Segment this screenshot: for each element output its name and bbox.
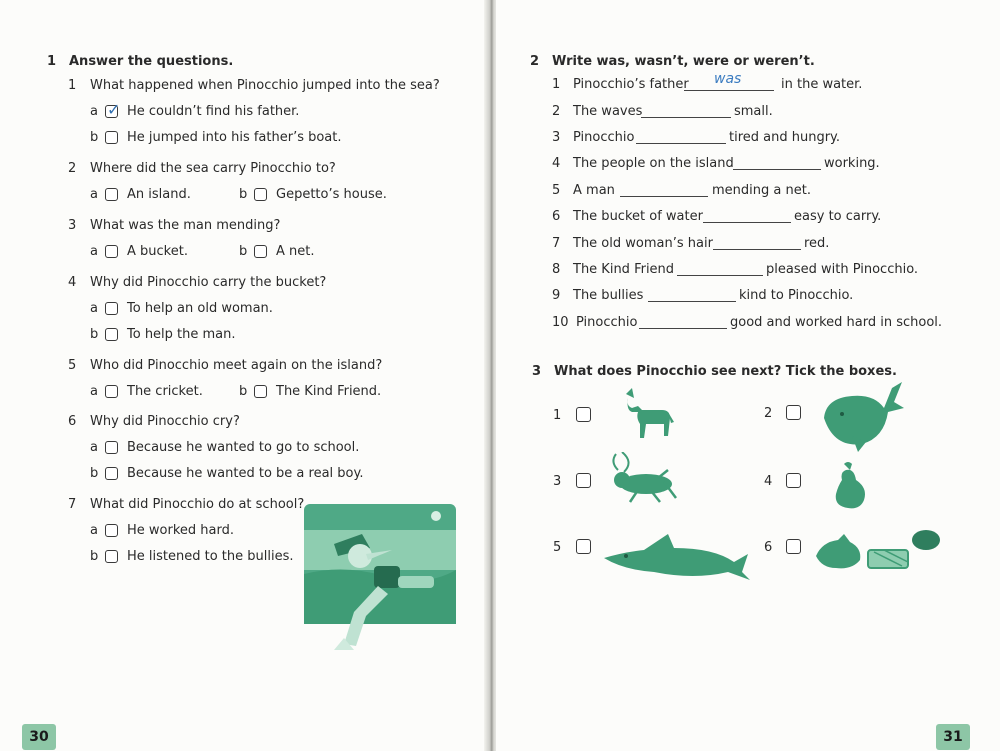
option-letter: a <box>90 440 98 455</box>
answer-blank[interactable] <box>677 275 763 276</box>
item-text-after: working. <box>824 156 880 171</box>
item-number: 4 <box>552 156 561 171</box>
question-number: 3 <box>68 218 77 233</box>
dolphin-icon <box>604 530 750 582</box>
item-text-after: kind to Pinocchio. <box>739 288 854 303</box>
option-text: He listened to the bullies. <box>127 549 294 564</box>
picture-item-number: 5 <box>553 540 562 555</box>
question-number: 4 <box>68 275 77 290</box>
question-number: 6 <box>68 414 77 429</box>
picture-item-number: 1 <box>553 408 562 423</box>
picture-checkbox[interactable] <box>786 405 801 420</box>
picture-checkbox[interactable] <box>576 407 591 422</box>
section-2-title: Write was, wasn’t, were or weren’t. <box>552 54 815 69</box>
item-text-before: The Kind Friend <box>573 262 675 277</box>
section-1-number: 1 <box>47 54 57 69</box>
pinocchio-illustration <box>304 504 456 652</box>
answer-checkbox[interactable] <box>254 188 267 201</box>
answer-checkbox[interactable] <box>105 385 118 398</box>
option-text: Gepetto’s house. <box>276 187 387 202</box>
answer-checkbox[interactable] <box>105 131 118 144</box>
picture-item-number: 3 <box>553 474 562 489</box>
option-letter: b <box>239 187 248 202</box>
option-text: To help the man. <box>127 327 236 342</box>
option-letter: b <box>239 244 248 259</box>
item-text-after: red. <box>804 236 830 251</box>
question-text: What did Pinocchio do at school? <box>90 497 305 512</box>
item-text-before: Pinocchio <box>576 315 638 330</box>
answer-checkbox[interactable] <box>105 245 118 258</box>
page-number-31: 31 <box>936 724 970 750</box>
answer-checkbox[interactable] <box>105 188 118 201</box>
option-letter: a <box>90 104 98 119</box>
option-letter: a <box>90 244 98 259</box>
pear-icon <box>830 462 870 510</box>
option-letter: a <box>90 384 98 399</box>
question-text: What happened when Pinocchio jumped into the sea? <box>90 78 440 93</box>
left-page <box>0 0 492 751</box>
question-text: Why did Pinocchio carry the bucket? <box>90 275 327 290</box>
answer-checkbox[interactable] <box>105 550 118 563</box>
answer-blank[interactable] <box>636 143 726 144</box>
option-text: The Kind Friend. <box>276 384 382 399</box>
page-number-30: 30 <box>22 724 56 750</box>
answer-blank[interactable] <box>648 301 736 302</box>
answer-checkbox[interactable] <box>105 524 118 537</box>
item-number: 6 <box>552 209 561 224</box>
item-text-before: The old woman’s hair <box>573 236 713 251</box>
option-letter: a <box>90 523 98 538</box>
option-text: A bucket. <box>127 244 188 259</box>
item-number: 7 <box>552 236 561 251</box>
option-letter: b <box>239 384 248 399</box>
answer-blank[interactable] <box>639 328 727 329</box>
item-number: 3 <box>552 130 561 145</box>
answer-checkbox[interactable] <box>105 302 118 315</box>
check-mark-icon: ✓ <box>107 100 121 119</box>
item-number: 5 <box>552 183 561 198</box>
answer-blank[interactable] <box>641 117 731 118</box>
question-text: Why did Pinocchio cry? <box>90 414 240 429</box>
item-text-before: A man <box>573 183 615 198</box>
cricket-icon <box>608 452 678 504</box>
question-text: Who did Pinocchio meet again on the island? <box>90 358 383 373</box>
question-text: Where did the sea carry Pinocchio to? <box>90 161 336 176</box>
section-2-number: 2 <box>530 54 540 69</box>
item-number: 8 <box>552 262 561 277</box>
option-text: He couldn’t find his father. <box>127 104 300 119</box>
item-text-after: good and worked hard in school. <box>730 315 943 330</box>
item-text-after: small. <box>734 104 773 119</box>
question-number: 5 <box>68 358 77 373</box>
answer-blank[interactable] <box>713 249 801 250</box>
option-text: He worked hard. <box>127 523 234 538</box>
option-letter: b <box>90 549 99 564</box>
item-number: 2 <box>552 104 561 119</box>
item-text-after: mending a net. <box>712 183 811 198</box>
item-text-before: The bullies <box>573 288 644 303</box>
item-text-after: easy to carry. <box>794 209 882 224</box>
section-3-number: 3 <box>532 364 542 379</box>
option-letter: b <box>90 327 99 342</box>
option-text: A net. <box>276 244 315 259</box>
answer-blank[interactable] <box>703 222 791 223</box>
question-number: 1 <box>68 78 77 93</box>
option-text: Because he wanted to go to school. <box>127 440 360 455</box>
right-page <box>496 0 1000 751</box>
handwritten-answer: was <box>714 71 742 87</box>
answer-checkbox[interactable] <box>105 441 118 454</box>
answer-checkbox[interactable] <box>105 328 118 341</box>
item-text-before: The waves <box>573 104 643 119</box>
option-text: He jumped into his father’s boat. <box>127 130 342 145</box>
question-text: What was the man mending? <box>90 218 281 233</box>
option-text: To help an old woman. <box>127 301 273 316</box>
answer-blank[interactable] <box>684 90 774 91</box>
whale-icon <box>822 378 904 452</box>
option-letter: a <box>90 301 98 316</box>
answer-checkbox[interactable] <box>105 467 118 480</box>
answer-blank[interactable] <box>620 196 708 197</box>
item-text-before: The bucket of water <box>573 209 703 224</box>
food-items-icon <box>814 526 950 580</box>
picture-item-number: 6 <box>764 540 773 555</box>
option-text: An island. <box>127 187 191 202</box>
option-letter: b <box>90 466 99 481</box>
item-number: 1 <box>552 77 561 92</box>
picture-checkbox[interactable] <box>576 539 591 554</box>
question-number: 7 <box>68 497 77 512</box>
item-text-after: in the water. <box>781 77 863 92</box>
answer-checkbox[interactable] <box>105 100 121 119</box>
option-text: Because he wanted to be a real boy. <box>127 466 364 481</box>
section-3-title: What does Pinocchio see next? Tick the boxes. <box>554 364 897 379</box>
picture-checkbox[interactable] <box>786 539 801 554</box>
donkey-icon <box>622 388 674 440</box>
answer-checkbox[interactable] <box>254 385 267 398</box>
item-number: 9 <box>552 288 561 303</box>
option-letter: b <box>90 130 99 145</box>
item-text-before: The people on the island <box>573 156 734 171</box>
item-text-after: tired and hungry. <box>729 130 841 145</box>
picture-item-number: 4 <box>764 474 773 489</box>
answer-checkbox[interactable] <box>254 245 267 258</box>
answer-blank[interactable] <box>733 169 821 170</box>
item-number: 10 <box>552 315 569 330</box>
picture-checkbox[interactable] <box>786 473 801 488</box>
option-text: The cricket. <box>127 384 203 399</box>
item-text-before: Pinocchio <box>573 130 635 145</box>
picture-item-number: 2 <box>764 406 773 421</box>
section-1-title: Answer the questions. <box>69 54 234 69</box>
option-letter: a <box>90 187 98 202</box>
picture-checkbox[interactable] <box>576 473 591 488</box>
item-text-after: pleased with Pinocchio. <box>766 262 919 277</box>
question-number: 2 <box>68 161 77 176</box>
item-text-before: Pinocchio’s father <box>573 77 689 92</box>
